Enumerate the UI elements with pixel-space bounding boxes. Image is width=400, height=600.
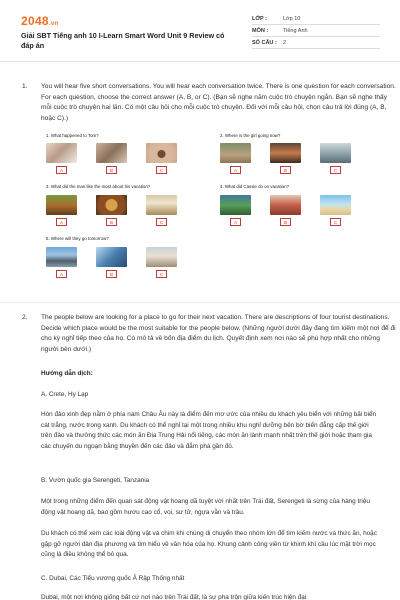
image-bandaged-hand — [46, 143, 77, 163]
figure-question: 5. Where will they go tomorrow? — [46, 236, 109, 241]
option-box[interactable]: C — [330, 218, 341, 226]
option-box[interactable]: B — [280, 166, 291, 174]
option-box[interactable]: A — [230, 166, 241, 174]
figure-question: 3. What did the man like the most about his vacation? — [46, 184, 151, 189]
figure-question: 2. Where is the girl going now? — [220, 133, 281, 138]
section-divider — [0, 302, 400, 303]
listening-exercise-figure — [44, 132, 364, 292]
image-monument — [146, 247, 177, 267]
option-box[interactable]: C — [330, 166, 341, 174]
meta-value: 2 — [283, 39, 287, 46]
image-skyscraper — [96, 247, 127, 267]
document-meta — [252, 13, 380, 49]
guide-heading: Hướng dẫn dịch: — [41, 370, 93, 377]
meta-value: Tiếng Anh — [283, 27, 308, 34]
option-box[interactable]: B — [106, 166, 117, 174]
description-b: Một trong những điểm đến quan sát động vật hoang dã tuyệt vời nhất trên Trái đất, Serengeti là sừng của hàng triệu động vật hoang dã, bao gồm hươu cao cổ, voi, sư tử, ngựa vằn và trâu. — [41, 498, 370, 516]
meta-key: SỐ CÂU : — [252, 39, 277, 46]
image-city — [46, 247, 77, 267]
image-activity-b — [270, 195, 301, 215]
image-food-a — [46, 195, 77, 215]
image-beach — [320, 195, 351, 215]
option-box[interactable]: A — [56, 218, 67, 226]
meta-key: LỚP : — [252, 15, 267, 22]
description-b-continued: Du khách có thể xem các loài động vật và chim khi chúng di chuyển theo nhóm lớn để tìm kiếm nước và thức ăn, hoặc gặp gỡ người dân địa phương và tìm hiểu về văn hóa của họ. Khung cảnh công viên từ khinh khí cầu lúc mặt trời mọc cũng là điều không thể bỏ qua. — [41, 530, 377, 559]
option-heading-c: C. Dubai, Các Tiểu vương quốc Ả Rập Thống nhất — [41, 575, 185, 582]
meta-key: MÔN : — [252, 27, 269, 34]
logo-suffix: .vn — [48, 21, 59, 27]
option-box[interactable]: C — [156, 166, 167, 174]
document-title: Giải SBT Tiếng anh 10 I-Learn Smart Word Unit 9 Review có đáp án — [21, 31, 225, 50]
question-text: You will hear five short conversations. You will hear each conversation twice. There is one question for each conversation. For each question, choose the correct answer (A, B, or C). (Bạn sẽ nghe năm cuộc trò chuyện ngắn. Bạn sẽ nghe thấy mỗi cuộc trò chuyện hai lần. Có một câu hỏi cho mỗi cuộc trò chuyện. Đối với mỗi câu hỏi, chọn câu trả lời đúng (A, B, hoặc C).) — [41, 83, 396, 122]
meta-row-subject — [252, 25, 380, 37]
option-box[interactable]: A — [230, 218, 241, 226]
image-place-b — [270, 143, 301, 163]
meta-row-grade — [252, 13, 380, 25]
description-a: Hòn đảo xinh đẹp nằm ở phía nam Châu Âu này là điểm đến mơ ước của nhiều du khách yêu biển với những bãi biển cát trắng, nước trong xanh. Du khách có thể nghỉ tại một trong nhiều khu nghỉ dưỡng bên bờ biển đẳng cấp thế giới trên đảo và thưởng thức các món ăn Địa Trung Hải nổi tiếng, các món ăn lành mạnh nhất trên thế giới hoặc tham gia các chuyến du ngoạn bằng thuyền đến các đảo và đắm phá gần đó. — [41, 411, 377, 450]
option-box[interactable]: B — [106, 218, 117, 226]
image-injured-arm — [96, 143, 127, 163]
meta-row-count — [252, 37, 380, 49]
question-text: The people below are looking for a place to go for their next vacation. There are descriptions of four tourist destinations. Decide which place would be the most suitable for the people below. (Những người dưới đây đang tìm kiếm một nơi để đi cho kỳ nghỉ tiếp theo của họ. Có mô tả về bốn địa điểm du lịch. Quyết định xem nơi nào sẽ phù hợp nhất cho những người bên dưới.) — [41, 314, 396, 353]
option-box[interactable]: A — [56, 270, 67, 278]
image-place-c — [320, 143, 351, 163]
option-box[interactable]: B — [106, 270, 117, 278]
option-heading-a: A. Crete, Hy Lạp — [41, 391, 89, 398]
image-hotel — [146, 195, 177, 215]
option-box[interactable]: C — [156, 218, 167, 226]
image-activity-a — [220, 195, 251, 215]
figure-question: 1. What happened to Tom? — [46, 133, 99, 138]
image-place-a — [220, 143, 251, 163]
question-number: 1. — [22, 83, 28, 90]
meta-value: Lớp 10 — [283, 15, 301, 22]
logo-text: 2048 — [21, 14, 49, 28]
site-logo[interactable] — [21, 14, 58, 28]
description-c: Dubai, một nơi không giống bất cứ nơi nào trên Trái đất, là sự pha trộn giữa kiến trúc hiện đại — [41, 594, 307, 600]
option-box[interactable]: A — [56, 166, 67, 174]
option-heading-b: B. Vườn quốc gia Serengeti, Tanzania — [41, 477, 150, 484]
option-box[interactable]: C — [156, 270, 167, 278]
image-food-b — [96, 195, 127, 215]
figure-question: 4. What did Cassie do on vacation? — [220, 184, 290, 189]
question-number: 2. — [22, 314, 28, 321]
page-header — [0, 0, 400, 62]
image-eye — [146, 143, 177, 163]
option-box[interactable]: B — [280, 218, 291, 226]
